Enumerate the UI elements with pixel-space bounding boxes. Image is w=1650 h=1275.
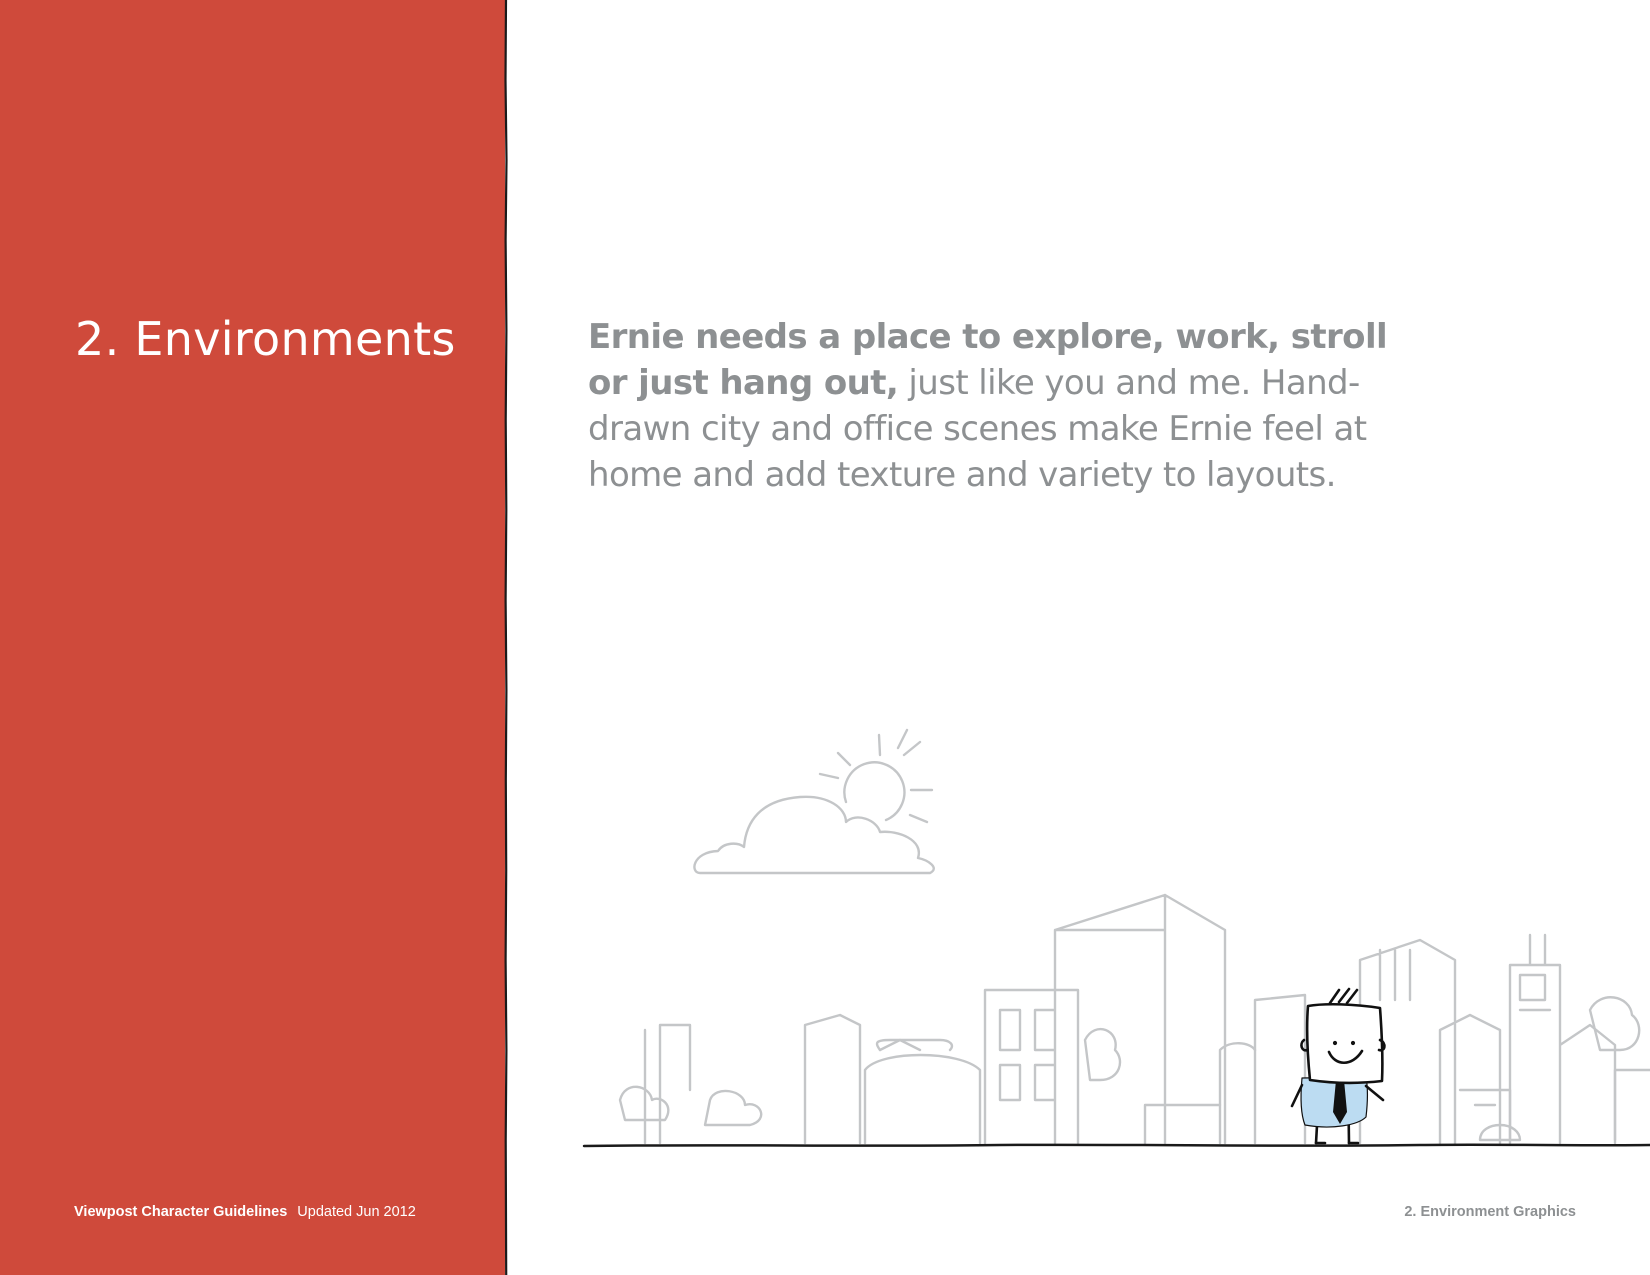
intro-body: just like you and me. Hand-drawn city and office scenes make Ernie feel at home and add texture and variety to layouts. [588,363,1367,495]
footer-left [74,1204,416,1220]
red-side-panel [0,0,505,1275]
footer-page-label: 2. Environment Graphics [1404,1204,1576,1220]
footer-brand: Viewpost Character Guidelines [74,1204,288,1220]
intro-lead: Ernie needs a place to explore, work, stroll or just hang out, [588,317,1388,403]
footer-updated: Updated Jun 2012 [297,1204,416,1220]
buildings-sketch [620,895,1650,1143]
cloud-icon [694,797,933,873]
panel-edge-line [501,0,511,1275]
intro-paragraph [588,314,1428,498]
ground-line [584,1145,1650,1146]
sun-icon [820,730,932,822]
section-title: 2. Environments [75,312,456,366]
city-skyline-illustration [580,720,1650,1160]
